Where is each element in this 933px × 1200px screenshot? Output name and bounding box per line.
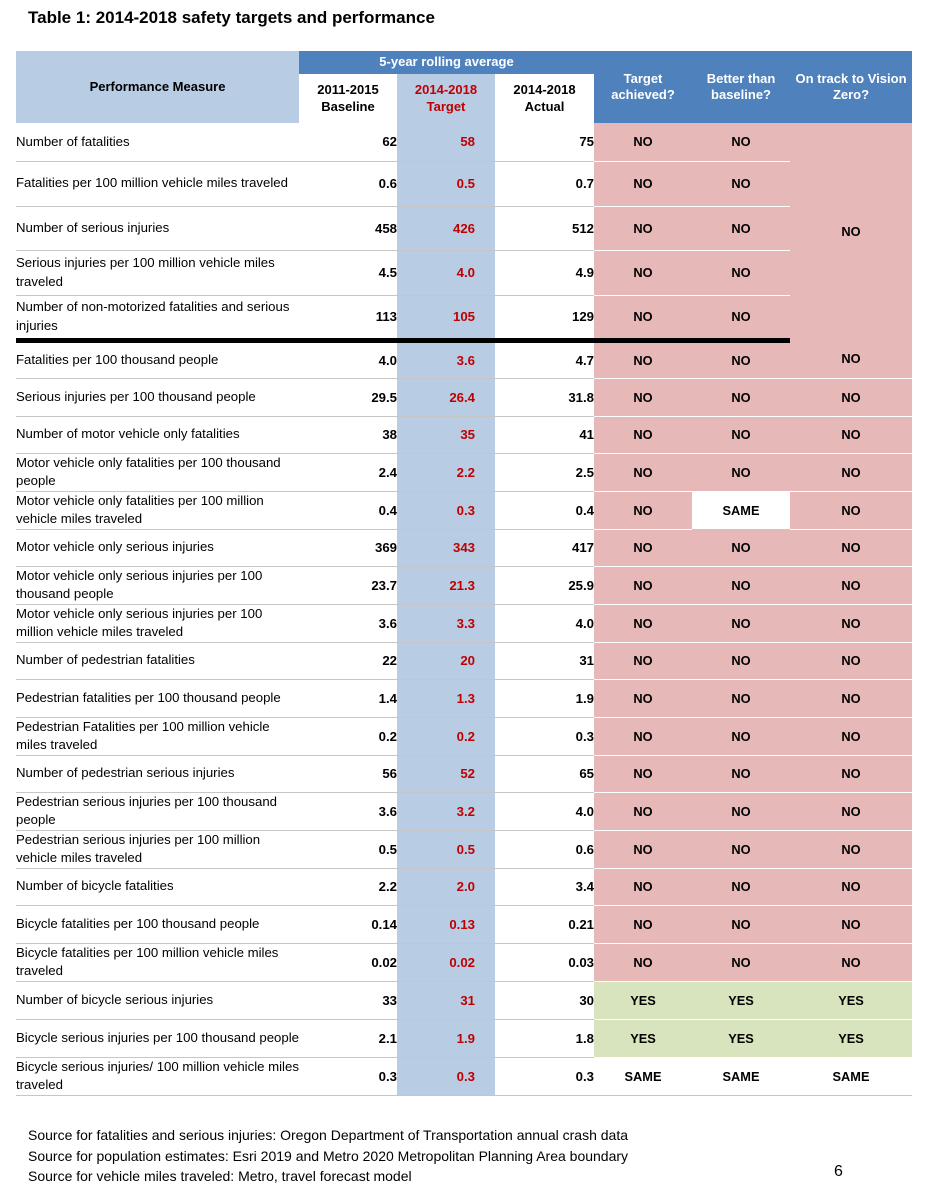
target-achieved-cell: NO bbox=[594, 295, 692, 340]
baseline-cell: 113 bbox=[299, 295, 397, 340]
measure-cell: Number of pedestrian fatalities bbox=[16, 642, 299, 679]
table-row bbox=[16, 792, 912, 830]
measure-cell: Number of motor vehicle only fatalities bbox=[16, 416, 299, 453]
vision-zero-cell: NO bbox=[790, 416, 912, 453]
baseline-cell: 56 bbox=[299, 755, 397, 792]
target-achieved-cell: NO bbox=[594, 717, 692, 755]
target-cell: 3.2 bbox=[397, 792, 495, 830]
vision-zero-cell: NO bbox=[790, 830, 912, 868]
vision-zero-cell: NO bbox=[790, 792, 912, 830]
target-achieved-cell: NO bbox=[594, 206, 692, 250]
target-cell: 0.13 bbox=[397, 905, 495, 943]
baseline-cell: 0.5 bbox=[299, 830, 397, 868]
better-than-baseline-cell: NO bbox=[692, 340, 790, 378]
target-achieved-cell: YES bbox=[594, 1019, 692, 1057]
table-row bbox=[16, 566, 912, 604]
target-cell: 343 bbox=[397, 529, 495, 566]
header-actual: 2014-2018 Actual bbox=[495, 74, 594, 123]
baseline-cell: 3.6 bbox=[299, 792, 397, 830]
target-cell: 52 bbox=[397, 755, 495, 792]
baseline-cell: 1.4 bbox=[299, 679, 397, 717]
table-row bbox=[16, 378, 912, 416]
target-cell: 426 bbox=[397, 206, 495, 250]
vision-zero-cell: NO bbox=[790, 453, 912, 491]
target-cell: 21.3 bbox=[397, 566, 495, 604]
better-than-baseline-cell: NO bbox=[692, 679, 790, 717]
measure-cell: Pedestrian serious injuries per 100 thousand people bbox=[16, 792, 299, 830]
measure-cell: Pedestrian serious injuries per 100 million vehicle miles traveled bbox=[16, 830, 299, 868]
target-cell: 20 bbox=[397, 642, 495, 679]
better-than-baseline-cell: NO bbox=[692, 755, 790, 792]
table-row bbox=[16, 943, 912, 981]
target-cell: 31 bbox=[397, 981, 495, 1019]
target-cell: 4.0 bbox=[397, 250, 495, 295]
source-population: Source for population estimates: Esri 2019 and Metro 2020 Metropolitan Planning Area boundary bbox=[28, 1147, 629, 1164]
table-row bbox=[16, 416, 912, 453]
measure-cell: Bicycle fatalities per 100 million vehicle miles traveled bbox=[16, 943, 299, 981]
actual-cell: 65 bbox=[495, 755, 594, 792]
target-achieved-cell: NO bbox=[594, 830, 692, 868]
target-cell: 2.2 bbox=[397, 453, 495, 491]
target-achieved-cell: NO bbox=[594, 378, 692, 416]
better-than-baseline-cell: SAME bbox=[692, 491, 790, 529]
actual-cell: 0.03 bbox=[495, 943, 594, 981]
vision-zero-cell: NO bbox=[790, 905, 912, 943]
measure-cell: Bicycle serious injuries per 100 thousand people bbox=[16, 1019, 299, 1057]
better-than-baseline-cell: NO bbox=[692, 529, 790, 566]
table-row bbox=[16, 981, 912, 1019]
target-achieved-cell: YES bbox=[594, 981, 692, 1019]
page-number: 6 bbox=[834, 1163, 843, 1180]
baseline-cell: 458 bbox=[299, 206, 397, 250]
header-performance-measure: Performance Measure bbox=[16, 51, 299, 123]
measure-cell: Serious injuries per 100 million vehicle miles traveled bbox=[16, 250, 299, 295]
target-cell: 3.3 bbox=[397, 604, 495, 642]
measure-cell: Motor vehicle only fatalities per 100 thousand people bbox=[16, 453, 299, 491]
actual-cell: 1.9 bbox=[495, 679, 594, 717]
baseline-cell: 2.4 bbox=[299, 453, 397, 491]
baseline-cell: 0.14 bbox=[299, 905, 397, 943]
vision-zero-cell: NO bbox=[790, 123, 912, 340]
target-achieved-cell: SAME bbox=[594, 1057, 692, 1095]
header-vision-zero: On track to Vision Zero? bbox=[790, 51, 912, 123]
measure-cell: Motor vehicle only serious injuries per 100 thousand people bbox=[16, 566, 299, 604]
target-cell: 3.6 bbox=[397, 340, 495, 378]
table-row bbox=[16, 868, 912, 905]
actual-cell: 25.9 bbox=[495, 566, 594, 604]
better-than-baseline-cell: NO bbox=[692, 123, 790, 161]
baseline-cell: 0.3 bbox=[299, 1057, 397, 1095]
better-than-baseline-cell: NO bbox=[692, 161, 790, 206]
measure-cell: Pedestrian Fatalities per 100 million vehicle miles traveled bbox=[16, 717, 299, 755]
baseline-cell: 2.2 bbox=[299, 868, 397, 905]
measure-cell: Serious injuries per 100 thousand people bbox=[16, 378, 299, 416]
target-cell: 0.2 bbox=[397, 717, 495, 755]
vision-zero-cell: NO bbox=[790, 378, 912, 416]
header-better-than-baseline: Better than baseline? bbox=[692, 51, 790, 123]
better-than-baseline-cell: NO bbox=[692, 792, 790, 830]
target-cell: 0.02 bbox=[397, 943, 495, 981]
better-than-baseline-cell: SAME bbox=[692, 1057, 790, 1095]
target-achieved-cell: NO bbox=[594, 642, 692, 679]
target-cell: 0.3 bbox=[397, 1057, 495, 1095]
table-row bbox=[16, 491, 912, 529]
vision-zero-cell: YES bbox=[790, 1019, 912, 1057]
table-row bbox=[16, 123, 912, 161]
baseline-cell: 0.4 bbox=[299, 491, 397, 529]
actual-cell: 0.6 bbox=[495, 830, 594, 868]
header-target: 2014-2018 Target bbox=[397, 74, 495, 123]
better-than-baseline-cell: NO bbox=[692, 416, 790, 453]
target-achieved-cell: NO bbox=[594, 943, 692, 981]
table-row bbox=[16, 295, 912, 340]
better-than-baseline-cell: NO bbox=[692, 943, 790, 981]
better-than-baseline-cell: NO bbox=[692, 604, 790, 642]
target-achieved-cell: NO bbox=[594, 905, 692, 943]
actual-cell: 0.3 bbox=[495, 1057, 594, 1095]
target-cell: 1.9 bbox=[397, 1019, 495, 1057]
table-row bbox=[16, 679, 912, 717]
better-than-baseline-cell: NO bbox=[692, 206, 790, 250]
better-than-baseline-cell: NO bbox=[692, 830, 790, 868]
actual-cell: 2.5 bbox=[495, 453, 594, 491]
baseline-cell: 23.7 bbox=[299, 566, 397, 604]
better-than-baseline-cell: NO bbox=[692, 868, 790, 905]
target-achieved-cell: NO bbox=[594, 792, 692, 830]
measure-cell: Number of bicycle serious injuries bbox=[16, 981, 299, 1019]
actual-cell: 30 bbox=[495, 981, 594, 1019]
target-cell: 0.3 bbox=[397, 491, 495, 529]
table-row bbox=[16, 453, 912, 491]
actual-cell: 4.0 bbox=[495, 792, 594, 830]
actual-cell: 41 bbox=[495, 416, 594, 453]
baseline-cell: 22 bbox=[299, 642, 397, 679]
target-achieved-cell: NO bbox=[594, 416, 692, 453]
target-cell: 0.5 bbox=[397, 830, 495, 868]
measure-cell: Number of serious injuries bbox=[16, 206, 299, 250]
source-vmt: Source for vehicle miles traveled: Metro, travel forecast model bbox=[28, 1168, 412, 1184]
vision-zero-cell: YES bbox=[790, 981, 912, 1019]
actual-cell: 417 bbox=[495, 529, 594, 566]
better-than-baseline-cell: NO bbox=[692, 566, 790, 604]
baseline-cell: 62 bbox=[299, 123, 397, 161]
target-achieved-cell: NO bbox=[594, 679, 692, 717]
vision-zero-cell: NO bbox=[790, 679, 912, 717]
measure-cell: Fatalities per 100 thousand people bbox=[16, 340, 299, 378]
vision-zero-cell: NO bbox=[790, 943, 912, 981]
target-achieved-cell: NO bbox=[594, 868, 692, 905]
table-title: Table 1: 2014-2018 safety targets and performance bbox=[28, 8, 435, 27]
measure-cell: Bicycle fatalities per 100 thousand people bbox=[16, 905, 299, 943]
target-cell: 35 bbox=[397, 416, 495, 453]
better-than-baseline-cell: NO bbox=[692, 453, 790, 491]
safety-targets-table bbox=[16, 51, 912, 1096]
baseline-cell: 33 bbox=[299, 981, 397, 1019]
vision-zero-cell: NO bbox=[790, 604, 912, 642]
target-cell: 58 bbox=[397, 123, 495, 161]
baseline-cell: 4.5 bbox=[299, 250, 397, 295]
actual-cell: 512 bbox=[495, 206, 594, 250]
baseline-cell: 4.0 bbox=[299, 340, 397, 378]
actual-cell: 3.4 bbox=[495, 868, 594, 905]
table-row bbox=[16, 642, 912, 679]
baseline-cell: 0.02 bbox=[299, 943, 397, 981]
target-achieved-cell: NO bbox=[594, 161, 692, 206]
vision-zero-cell: NO bbox=[790, 642, 912, 679]
table-row bbox=[16, 1057, 912, 1095]
measure-cell: Motor vehicle only serious injuries per 100 million vehicle miles traveled bbox=[16, 604, 299, 642]
vision-zero-cell: NO bbox=[790, 717, 912, 755]
table-row bbox=[16, 340, 912, 378]
measure-cell: Number of pedestrian serious injuries bbox=[16, 755, 299, 792]
baseline-cell: 0.6 bbox=[299, 161, 397, 206]
vision-zero-cell: NO bbox=[790, 868, 912, 905]
source-fatalities: Source for fatalities and serious injuries: Oregon Department of Transportation annual crash data bbox=[28, 1127, 628, 1143]
header-rolling-average: 5-year rolling average bbox=[299, 51, 594, 74]
target-achieved-cell: NO bbox=[594, 250, 692, 295]
target-achieved-cell: NO bbox=[594, 566, 692, 604]
actual-cell: 0.3 bbox=[495, 717, 594, 755]
table-row bbox=[16, 529, 912, 566]
better-than-baseline-cell: NO bbox=[692, 642, 790, 679]
target-achieved-cell: NO bbox=[594, 453, 692, 491]
baseline-cell: 369 bbox=[299, 529, 397, 566]
measure-cell: Number of non-motorized fatalities and serious injuries bbox=[16, 295, 299, 340]
target-achieved-cell: NO bbox=[594, 755, 692, 792]
table-row bbox=[16, 161, 912, 206]
target-achieved-cell: NO bbox=[594, 491, 692, 529]
better-than-baseline-cell: NO bbox=[692, 717, 790, 755]
actual-cell: 0.4 bbox=[495, 491, 594, 529]
actual-cell: 1.8 bbox=[495, 1019, 594, 1057]
vision-zero-cell: NO bbox=[790, 755, 912, 792]
table-row bbox=[16, 905, 912, 943]
vision-zero-cell: NO bbox=[790, 529, 912, 566]
header-target-achieved: Target achieved? bbox=[594, 51, 692, 123]
actual-cell: 4.0 bbox=[495, 604, 594, 642]
actual-cell: 31.8 bbox=[495, 378, 594, 416]
vision-zero-cell: NO bbox=[790, 566, 912, 604]
header-baseline: 2011-2015 Baseline bbox=[299, 74, 397, 123]
measure-cell: Motor vehicle only fatalities per 100 million vehicle miles traveled bbox=[16, 491, 299, 529]
table-row bbox=[16, 717, 912, 755]
measure-cell: Number of bicycle fatalities bbox=[16, 868, 299, 905]
vision-zero-cell: SAME bbox=[790, 1057, 912, 1095]
target-cell: 26.4 bbox=[397, 378, 495, 416]
actual-cell: 31 bbox=[495, 642, 594, 679]
target-cell: 1.3 bbox=[397, 679, 495, 717]
measure-cell: Bicycle serious injuries/ 100 million vehicle miles traveled bbox=[16, 1057, 299, 1095]
better-than-baseline-cell: YES bbox=[692, 981, 790, 1019]
target-achieved-cell: NO bbox=[594, 340, 692, 378]
table-row bbox=[16, 830, 912, 868]
target-cell: 2.0 bbox=[397, 868, 495, 905]
baseline-cell: 2.1 bbox=[299, 1019, 397, 1057]
baseline-cell: 0.2 bbox=[299, 717, 397, 755]
better-than-baseline-cell: YES bbox=[692, 1019, 790, 1057]
target-achieved-cell: NO bbox=[594, 529, 692, 566]
table-body bbox=[16, 123, 912, 1095]
baseline-cell: 38 bbox=[299, 416, 397, 453]
baseline-cell: 29.5 bbox=[299, 378, 397, 416]
baseline-cell: 3.6 bbox=[299, 604, 397, 642]
actual-cell: 0.7 bbox=[495, 161, 594, 206]
target-cell: 0.5 bbox=[397, 161, 495, 206]
measure-cell: Pedestrian fatalities per 100 thousand people bbox=[16, 679, 299, 717]
actual-cell: 4.7 bbox=[495, 340, 594, 378]
table-row bbox=[16, 250, 912, 295]
target-achieved-cell: NO bbox=[594, 123, 692, 161]
measure-cell: Number of fatalities bbox=[16, 123, 299, 161]
measure-cell: Motor vehicle only serious injuries bbox=[16, 529, 299, 566]
target-cell: 105 bbox=[397, 295, 495, 340]
vision-zero-cell: NO bbox=[790, 340, 912, 378]
table-row bbox=[16, 604, 912, 642]
table-row bbox=[16, 755, 912, 792]
better-than-baseline-cell: NO bbox=[692, 295, 790, 340]
actual-cell: 129 bbox=[495, 295, 594, 340]
better-than-baseline-cell: NO bbox=[692, 250, 790, 295]
actual-cell: 75 bbox=[495, 123, 594, 161]
actual-cell: 4.9 bbox=[495, 250, 594, 295]
table-row bbox=[16, 206, 912, 250]
vision-zero-cell: NO bbox=[790, 491, 912, 529]
sources-note bbox=[28, 1125, 628, 1187]
better-than-baseline-cell: NO bbox=[692, 378, 790, 416]
table-row bbox=[16, 1019, 912, 1057]
actual-cell: 0.21 bbox=[495, 905, 594, 943]
better-than-baseline-cell: NO bbox=[692, 905, 790, 943]
target-achieved-cell: NO bbox=[594, 604, 692, 642]
measure-cell: Fatalities per 100 million vehicle miles traveled bbox=[16, 161, 299, 206]
